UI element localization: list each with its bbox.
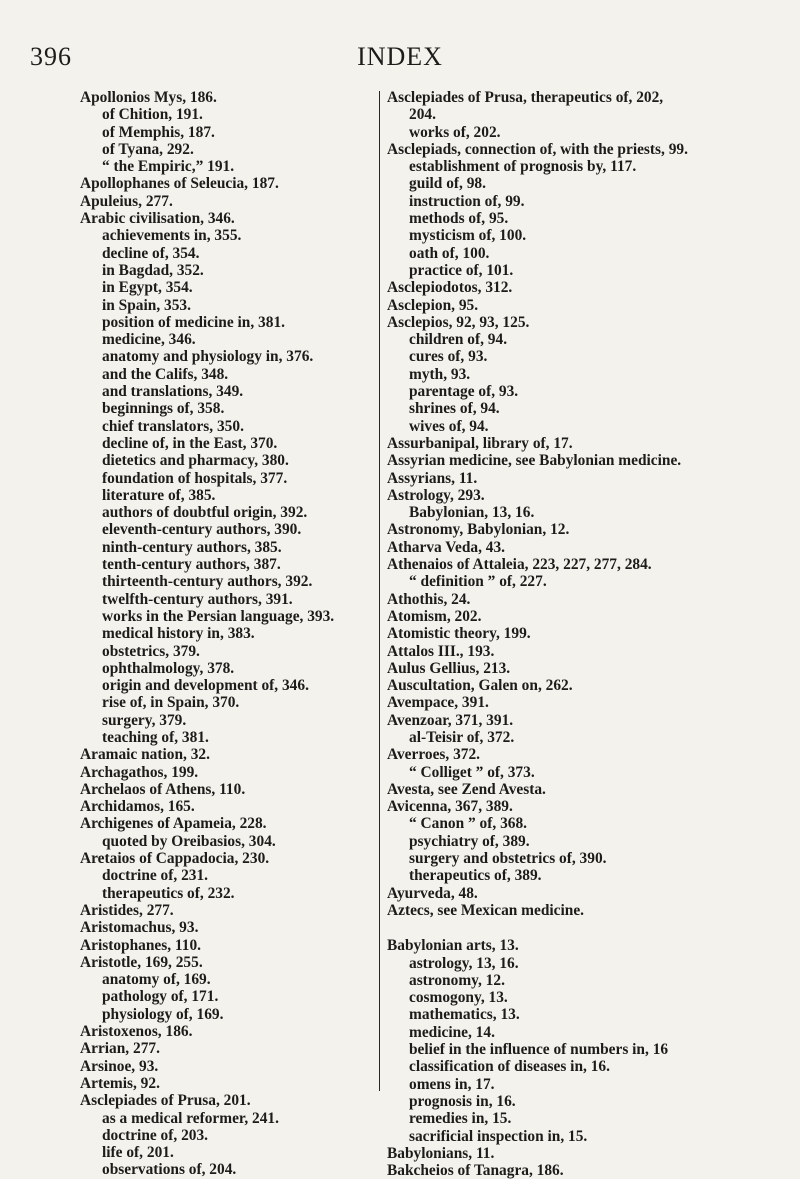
index-subentry: of Memphis, 187.	[102, 123, 215, 141]
index-entry: Aristophanes, 110.	[80, 936, 202, 954]
index-subentry: pathology of, 171.	[102, 988, 219, 1006]
index-subentry: in Bagdad, 352.	[102, 261, 204, 279]
index-subentry: in Egypt, 354.	[102, 279, 193, 297]
index-entry: Arabic civilisation, 346.	[80, 210, 235, 228]
index-entry: Atharva Veda, 43.	[387, 538, 506, 556]
index-subentry: shrines of, 94.	[409, 400, 500, 418]
index-subentry: omens in, 17.	[409, 1075, 495, 1093]
index-subentry: as a medical reformer, 241.	[102, 1109, 279, 1127]
index-subentry: Babylonian, 13, 16.	[409, 504, 535, 522]
index-subentry: literature of, 385.	[102, 486, 216, 504]
index-column-right	[387, 89, 787, 1179]
index-entry: Aulus Gellius, 213.	[387, 659, 511, 677]
index-subentry: ninth-century authors, 385.	[102, 538, 282, 556]
index-subentry: guild of, 98.	[409, 175, 486, 193]
index-subentry: oath of, 100.	[409, 244, 490, 262]
index-subentry: position of medicine in, 381.	[102, 313, 285, 331]
index-subentry: psychiatry of, 389.	[409, 832, 530, 850]
entry-gap	[387, 919, 787, 937]
index-entry: Asclepiades of Prusa, 201.	[80, 1092, 251, 1110]
index-entry: Bakcheios of Tanagra, 186.	[387, 1162, 564, 1179]
index-subentry: “ Colliget ” of, 373.	[409, 763, 535, 781]
index-subentry: cures of, 93.	[409, 348, 488, 366]
index-subentry: life of, 201.	[102, 1144, 174, 1162]
index-subentry: dietetics and pharmacy, 380.	[102, 452, 289, 470]
index-subentry: thirteenth-century authors, 392.	[102, 573, 313, 591]
index-entry: Astronomy, Babylonian, 12.	[387, 521, 570, 539]
index-entry: Archelaos of Athens, 110.	[80, 780, 246, 798]
index-entry: Arrian, 277.	[80, 1040, 160, 1058]
index-entry: Averroes, 372.	[387, 746, 481, 764]
index-subentry: medical history in, 383.	[102, 625, 255, 643]
index-subentry: quoted by Oreibasios, 304.	[102, 832, 276, 850]
index-subentry: surgery, 379.	[102, 711, 187, 729]
index-entry: Ayurveda, 48.	[387, 884, 478, 902]
index-subentry: medicine, 14.	[409, 1023, 495, 1041]
index-entry: Archagathos, 199.	[80, 763, 199, 781]
index-subentry: teaching of, 381.	[102, 728, 209, 746]
index-entry: Avicenna, 367, 389.	[387, 798, 513, 816]
index-subentry: authors of doubtful origin, 392.	[102, 504, 308, 522]
index-entry: Auscultation, Galen on, 262.	[387, 677, 573, 695]
index-subentry: therapeutics of, 232.	[102, 884, 235, 902]
index-column-left	[80, 89, 380, 1179]
index-subentry: classification of diseases in, 16.	[409, 1058, 610, 1076]
index-entry: Apuleius, 277.	[80, 192, 173, 210]
index-subentry: belief in the influence of numbers in, 16	[409, 1041, 669, 1059]
index-entry: Athenaios of Attaleia, 223, 227, 277, 284.	[387, 556, 652, 574]
index-entry: Apollonios Mys, 186.	[80, 89, 217, 106]
index-entry: Avenzoar, 371, 391.	[387, 711, 514, 729]
index-subentry: tenth-century authors, 387.	[102, 556, 281, 574]
index-subentry: achievements in, 355.	[102, 227, 242, 245]
index-subentry: practice of, 101.	[409, 261, 514, 279]
index-subentry: therapeutics of, 389.	[409, 867, 542, 885]
index-subentry: and the Califs, 348.	[102, 365, 229, 383]
index-entry: Aristotle, 169, 255.	[80, 953, 203, 971]
index-entry: Arsinoe, 93.	[80, 1057, 159, 1075]
index-subentry: in Spain, 353.	[102, 296, 191, 314]
index-entry: Asclepios, 92, 93, 125.	[387, 313, 530, 331]
index-subentry: surgery and obstetrics of, 390.	[409, 850, 607, 868]
index-subentry: 204.	[409, 106, 436, 124]
index-subentry: origin and development of, 346.	[102, 677, 309, 695]
index-subentry: physiology of, 169.	[102, 1005, 224, 1023]
index-subentry: prognosis in, 16.	[409, 1092, 516, 1110]
index-entry: Avempace, 391.	[387, 694, 489, 712]
index-entry: Attalos III., 193.	[387, 642, 495, 660]
index-entry: Assurbanipal, library of, 17.	[387, 434, 573, 452]
index-entry: Astrology, 293.	[387, 486, 485, 504]
index-subentry: astronomy, 12.	[409, 971, 505, 989]
index-entry: Artemis, 92.	[80, 1074, 160, 1092]
index-subentry: decline of, 354.	[102, 244, 200, 262]
index-subentry: rise of, in Spain, 370.	[102, 694, 240, 712]
column-divider	[379, 91, 380, 1091]
index-entry: Aretaios of Cappadocia, 230.	[80, 850, 270, 868]
index-entry: Aztecs, see Mexican medicine.	[387, 901, 585, 919]
index-subentry: doctrine of, 231.	[102, 867, 209, 885]
index-entry: Aristides, 277.	[80, 901, 174, 919]
index-entry: Aristoxenos, 186.	[80, 1023, 193, 1041]
index-entry: Assyrian medicine, see Babylonian medicine.	[387, 452, 682, 470]
index-entry: Archidamos, 165.	[80, 798, 195, 816]
index-entry: Asclepiades of Prusa, therapeutics of, 202,	[387, 89, 664, 106]
index-subentry: methods of, 95.	[409, 210, 509, 228]
index-subentry: mathematics, 13.	[409, 1006, 520, 1024]
index-subentry: parentage of, 93.	[409, 383, 519, 401]
index-entry: Babylonian arts, 13.	[387, 937, 519, 955]
index-subentry: works in the Persian language, 393.	[102, 607, 335, 625]
index-subentry: mysticism of, 100.	[409, 227, 527, 245]
index-subentry: twelfth-century authors, 391.	[102, 590, 293, 608]
index-subentry: of Tyana, 292.	[102, 140, 194, 158]
index-subentry: medicine, 346.	[102, 331, 196, 349]
index-entry: Assyrians, 11.	[387, 469, 478, 487]
index-subentry: anatomy of, 169.	[102, 971, 211, 989]
index-subentry: eleventh-century authors, 390.	[102, 521, 302, 539]
index-subentry: children of, 94.	[409, 331, 508, 349]
index-subentry: remedies in, 15.	[409, 1110, 512, 1128]
index-entry: Asclepiodotos, 312.	[387, 279, 513, 297]
index-subentry: myth, 93.	[409, 365, 471, 383]
index-subentry: instruction of, 99.	[409, 192, 525, 210]
index-subentry: “ Canon ” of, 368.	[409, 815, 528, 833]
index-subentry: observations of, 204.	[102, 1161, 237, 1179]
page-number: 396	[30, 42, 72, 71]
index-entry: Babylonians, 11.	[387, 1144, 495, 1162]
index-subentry: ophthalmology, 378.	[102, 659, 235, 677]
index-subentry: and translations, 349.	[102, 383, 244, 401]
index-entry: Asclepion, 95.	[387, 296, 479, 314]
index-entry: Athothis, 24.	[387, 590, 471, 608]
index-subentry: “ the Empiric,” 191.	[102, 158, 235, 176]
index-entry: Asclepiads, connection of, with the priests, 99.	[387, 140, 688, 158]
index-subentry: al-Teisir of, 372.	[409, 728, 515, 746]
index-subentry: foundation of hospitals, 377.	[102, 469, 288, 487]
index-entry: Apollophanes of Seleucia, 187.	[80, 175, 279, 193]
index-subentry: obstetrics, 379.	[102, 642, 200, 660]
index-subentry: cosmogony, 13.	[409, 989, 508, 1007]
index-subentry: wives of, 94.	[409, 417, 489, 435]
index-entry: Atomistic theory, 199.	[387, 625, 531, 643]
index-subentry: of Chition, 191.	[102, 106, 203, 124]
index-entry: Aramaic nation, 32.	[80, 746, 210, 764]
index-subentry: astrology, 13, 16.	[409, 954, 519, 972]
index-subentry: sacrificial inspection in, 15.	[409, 1127, 588, 1145]
index-subentry: decline of, in the East, 370.	[102, 434, 278, 452]
index-subentry: “ definition ” of, 227.	[409, 573, 547, 591]
index-entry: Atomism, 202.	[387, 607, 482, 625]
index-subentry: works of, 202.	[409, 123, 501, 141]
index-subentry: beginnings of, 358.	[102, 400, 225, 418]
index-entry: Archigenes of Apameia, 228.	[80, 815, 267, 833]
page-title: INDEX	[357, 42, 443, 71]
index-subentry: anatomy and physiology in, 376.	[102, 348, 314, 366]
index-entry: Aristomachus, 93.	[80, 919, 199, 937]
index-subentry: establishment of prognosis by, 117.	[409, 158, 637, 176]
index-subentry: doctrine of, 203.	[102, 1126, 209, 1144]
index-subentry: chief translators, 350.	[102, 417, 244, 435]
index-entry: Avesta, see Zend Avesta.	[387, 780, 546, 798]
